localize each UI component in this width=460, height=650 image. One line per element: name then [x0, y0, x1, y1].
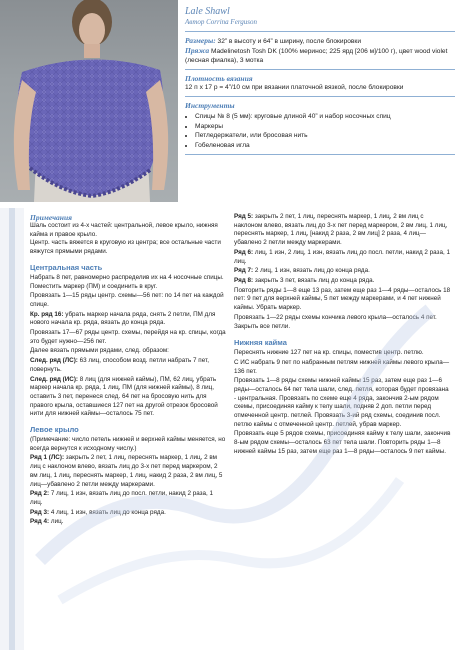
center-paragraph: Провязать 17—67 ряды центр. схемы, перейдя на кр. спицы, когда это будет нужно—256 пет.	[30, 329, 226, 345]
divider	[185, 31, 455, 32]
wing-row-paragraph: Закрыть все петли.	[234, 323, 291, 331]
border-paragraph: С ИС набрать 9 пет по набранным петлям нижней каймы левого крыла—136 пет.	[234, 358, 450, 375]
yarn-value: Madelinetosh Tosh DK (100% меринос; 225 ярд [206 м]/100 г), цвет wood violet (лесная фиалка), 3 мотка	[185, 48, 448, 64]
shawl-photo	[0, 0, 178, 202]
tools-item: • Маркеры	[195, 122, 455, 132]
wing-section-title: Левое крыло	[30, 425, 79, 435]
tools-item: • Спицы № 8 (5 мм): круговые длиной 40” и набор носочных спиц	[195, 112, 455, 122]
decorative-side-bar	[0, 208, 24, 650]
wing-row-paragraph: Ряд 7: 2 лиц, 1 изн, вязать лиц до конца ряда.	[234, 267, 370, 275]
row-label: Кр. ряд 16:	[30, 310, 64, 318]
wing-paragraph: Ряд 3: 4 лиц, 1 изн, вязать лиц до конца ряда.	[30, 508, 166, 516]
wing-paragraph: Ряд 4: лиц.	[30, 518, 64, 526]
size-value: 32” в высоту и 64” в ширину, после блокировки	[217, 38, 362, 45]
border-paragraph: Провязать еще 5 рядов схемы, присоединяя кайму к телу шали, закончив 8-ым рядом схемы—осталось 63 пет тела шали. Повторить ряды 1—8 нижней каймы 15 раз, затем еще раз 1—8 ряды—осталось 9 пет каймы.	[234, 430, 451, 455]
center-paragraph: Далее вязать прямыми рядами, след. образом:	[30, 347, 169, 355]
gauge-value: 12 п х 17 р = 4”/10 см при вязании платочной вязкой, после блокировки	[185, 84, 404, 91]
notes-title: Примечания	[30, 213, 73, 222]
tools-item: • Петледержатели, или бросовая нить	[195, 131, 455, 141]
wing-row-paragraph: Ряд 6: лиц, 1 изн, 2 лиц, 1 изн, вязать лиц до посл. петли, накид 2 раза, 1 лиц.	[234, 248, 450, 265]
row-label: Ряд 3:	[30, 508, 50, 516]
center-paragraph: След. ряд (ИС): 8 лиц (для нижней каймы), ПМ, 62 лиц, убрать маркер начала кр. ряда, 1 лиц, ПМ (для нижней каймы), 8 лиц, оставить 3 пет, перенеся след. 64 пет на бросовую нить для правого крыла, оставшиеся 127 пет на другой отрезок бросовой нити для нижней каймы—осталось 75 пет.	[30, 375, 218, 418]
row-label: След. ряд (ИС):	[30, 375, 79, 383]
center-paragraph: Кр. ряд 16: убрать маркер начала ряда, снять 2 петли, ПМ для нового начала кр. ряда, вязать до конца ряда.	[30, 310, 216, 327]
pattern-author: Автор Corrina Ferguson	[185, 18, 258, 26]
tools-item: • Гобеленовая игла	[195, 141, 455, 151]
size-label: Размеры:	[185, 36, 216, 45]
pattern-title: Lale Shawl	[185, 6, 230, 17]
gauge-label: Плотность вязания	[185, 74, 253, 83]
size-spec	[185, 36, 455, 46]
divider	[185, 69, 455, 70]
row-label: Ряд 5:	[234, 213, 254, 220]
border-paragraph: Переснять нижние 127 пет на кр. спицы, поместив центр. петлю.	[234, 349, 424, 357]
center-paragraph: Провязать 1—15 ряды центр. схемы—56 пет: по 14 пет на каждой спице.	[30, 292, 224, 308]
border-paragraph: Провязать 1—8 ряды схемы нижней каймы 15 раз, затем еще раз 1—6 ряды—осталось 64 пет тела шали, след. петля, которая будет провязана - центральная. Провязать по схеме еще 4 ряда, закончив 2-ым рядом схемы, присоединяя кайму к телу шали, подняв 2 доп. петли перед отмеченной центр. петлей. Провязать 3-ий ряд схемы, соединив посл. петлю каймы с отмеченной центр. петлей, убрав маркер.	[234, 377, 449, 428]
wing-paragraph: (Примечание: число петель нижней и верхней каймы меняется, но всегда вернутся к исходному числу.)	[30, 436, 226, 452]
shawl-illustration	[0, 0, 178, 202]
notes-text: Шаль состоит из 4-х частей: центральной, левое крыло, нижняя кайма и правое крыло. Центр. часть вяжется в круговую из центра; все остальные части вяжутся прямыми рядами.	[30, 222, 221, 256]
wing-row-paragraph: Ряд 8: закрыть 3 пет, вязать лиц до конца ряда.	[234, 276, 375, 284]
tools-label: Инструменты	[185, 101, 235, 110]
row-label: След. ряд (ЛС):	[30, 357, 78, 365]
row-label: Ряд 8:	[234, 276, 254, 284]
divider	[185, 96, 455, 97]
wing-row-paragraph: Повторить ряды 1—8 еще 13 раз, затем еще раз 1—4 ряды—осталось 18 пет: 9 пет для верхней каймы, 5 пет между маркерами, и 4 пет нижней каймы. Убрать маркер.	[234, 286, 451, 312]
row-label: Ряд 2:	[30, 490, 50, 498]
tools-list	[185, 112, 455, 150]
left-column	[30, 213, 226, 528]
right-column	[234, 213, 452, 458]
row-label: Ряд 6:	[234, 248, 254, 256]
wing-paragraph: Ряд 1 (ЛС): закрыть 2 пет, 1 лиц, переснять маркер, 1 лиц, 2 вм лиц с наклоном влево, вязать лиц до 3-х пет перед маркером, 2 вм лиц, 1 лиц, переснять маркер, 1 лиц, накид 2 раза, 2 вм лиц, 5 лиц—убавлено 2 петли между маркерами.	[30, 454, 223, 488]
wing-row-paragraph: Провязать 1—22 ряды схемы кончика левого крыла—осталось 4 пет.	[234, 313, 437, 321]
row-label: Ряд 4:	[30, 518, 50, 526]
border-section-title: Нижняя кайма	[234, 338, 287, 348]
row-label: Ряд 1 (ЛС):	[30, 454, 65, 462]
wing-paragraph: Ряд 2: 7 лиц, 1 изн, вязать лиц до посл. петли, накид 2 раза, 1 лиц.	[30, 490, 214, 506]
center-paragraph: След. ряд (ЛС): 63 лиц, способом возд. петли набрать 7 пет, повернуть.	[30, 357, 209, 373]
divider	[185, 154, 455, 155]
center-paragraph: Набрать 8 пет, равномерно распределив их на 4 носочные спицы. Поместить маркер (ПМ) и соединить в круг.	[30, 273, 224, 290]
pattern-header	[185, 6, 455, 159]
row-label: Ряд 7:	[234, 267, 254, 275]
yarn-spec	[185, 46, 455, 65]
yarn-label: Пряжа	[185, 46, 210, 55]
center-section-title: Центральная часть	[30, 262, 103, 272]
wing-row-paragraph: Ряд 5: закрыть 2 пет, 1 лиц, переснять маркер, 1 лиц, 2 вм лиц с наклоном влево, вязать лиц до 3-х пет перед маркером, 2 вм лиц, 1 лиц, переснять маркер, 1 лиц, [накид 2 раза, 2 вм лиц] 2 раза, 4 лиц—убавлено 2 петли между маркерами.	[234, 213, 448, 247]
